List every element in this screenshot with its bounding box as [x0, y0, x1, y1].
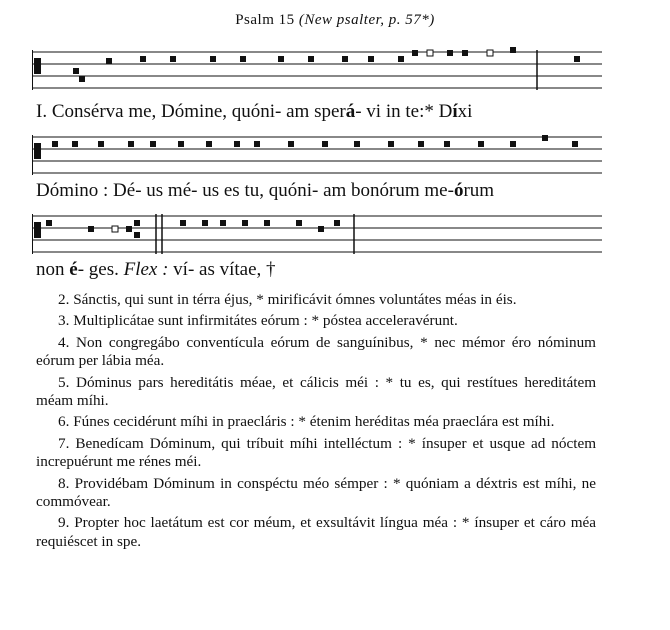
lyric-segment: - vi in te:* D — [355, 101, 453, 122]
chant-text-line-3 — [36, 259, 276, 281]
psalter-reference: (New psalter, p. 57*) — [298, 12, 435, 28]
lyric-accent: ó — [453, 180, 464, 201]
psalm-verses — [36, 291, 596, 554]
verse-4: 4. Non congregábo conventícula eórum de sanguínibus, * nec mémor éro nóminum eórum per lábia méa. — [36, 333, 596, 370]
chant-staff-2 — [32, 131, 602, 179]
lyric-accent: á — [345, 101, 356, 122]
verse-2: 2. Sánctis, qui sunt in térra éjus, * mirificávit ómnes voluntátes méas in éis. — [58, 291, 517, 308]
verse-5: 5. Dóminus pars hereditátis méae, et cálicis méi : * tu es, qui restítues hereditátem méam míhi. — [36, 373, 597, 410]
verse-3: 3. Multiplicátae sunt infirmitátes eórum : * póstea acceleravérunt. — [58, 312, 458, 330]
chant-staff-1 — [32, 46, 602, 94]
verse-8: 8. Providébam Dóminum in conspéctu méo sémper : * quóniam a déxtris est míhi, ne commóvear. — [36, 474, 596, 511]
chant-staff-3 — [32, 210, 602, 258]
lyric-segment: ví- as vítae, † — [168, 259, 276, 280]
psalm-title: Psalm 15 — [235, 12, 295, 28]
chant-text-line-2 — [36, 180, 494, 202]
chant-text-line-1 — [36, 101, 472, 123]
lyric-segment: Dómino : Dé- us mé- us es tu, quóni- am bonórum me- — [36, 180, 454, 201]
flex-marker: Flex : — [123, 259, 169, 280]
verse-9: 9. Propter hoc laetátum est cor méum, et exsultávit língua méa : * ínsuper et cáro méa requiéscet in spe. — [36, 514, 596, 550]
lyric-segment: xi — [457, 101, 473, 122]
lyric-accent: í — [452, 101, 458, 122]
verse-6: 6. Fúnes cecidérunt míhi in praecláris : * étenim heréditas méa praeclára est míhi. — [58, 413, 555, 431]
verse-7: 7. Benedícam Dóminum, qui tríbuit míhi intelléctum : * ínsuper et usque ad nóctem increpuérunt me rénes méi. — [36, 434, 597, 471]
lyric-segment: - ges. — [77, 259, 124, 280]
lyric-segment: rum — [463, 180, 495, 201]
lyric-segment: I. Consérva me, Dómine, quóni- am sper — [36, 101, 346, 122]
lyric-segment: non — [36, 259, 70, 280]
lyric-accent: é — [69, 259, 78, 280]
page-title — [0, 12, 670, 29]
